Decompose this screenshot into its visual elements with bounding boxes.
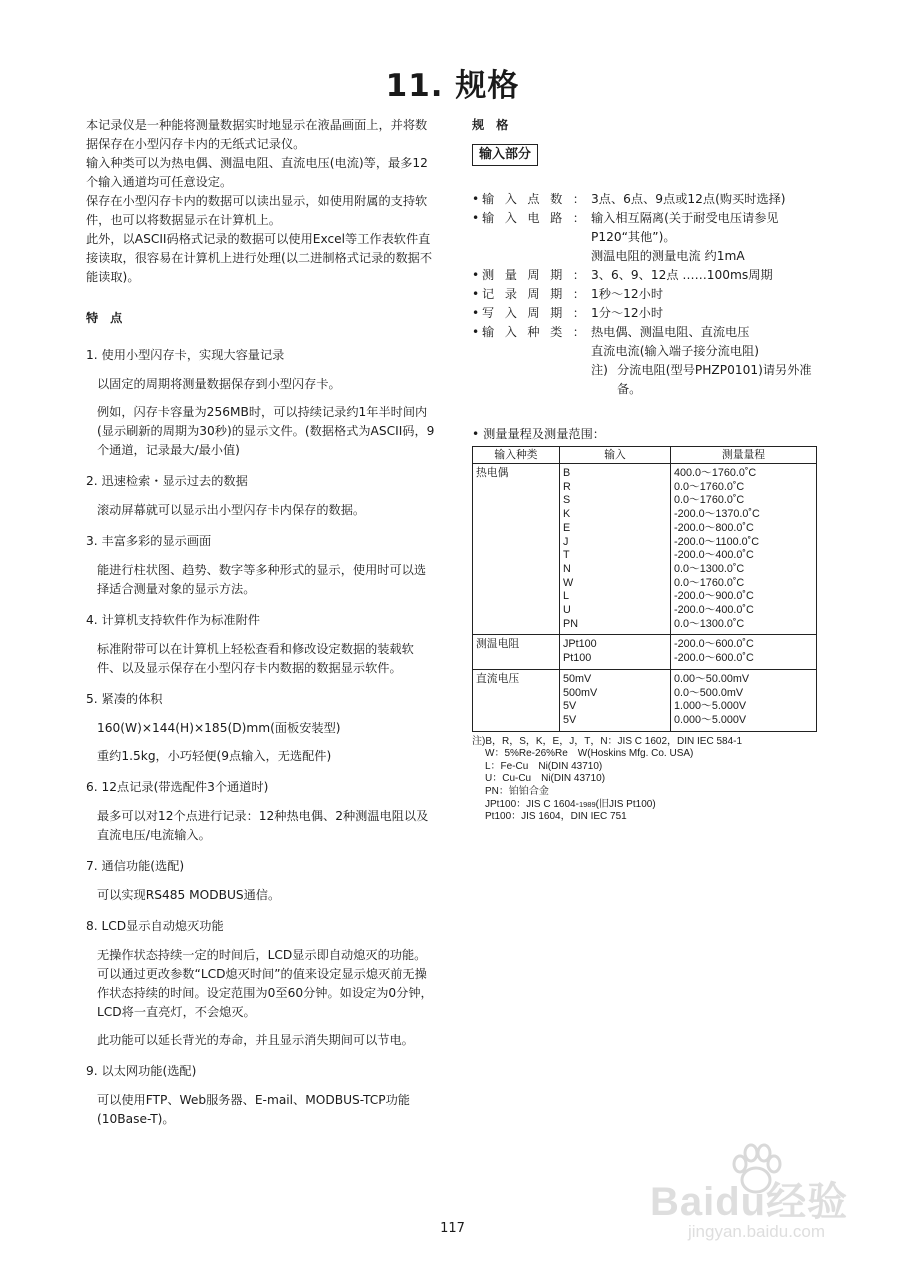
watermark-brand: Baidu经验 xyxy=(650,1180,849,1224)
input-value: L xyxy=(563,590,570,603)
watermark xyxy=(640,1140,880,1250)
feature-title: 8. LCD显示自动熄灭功能 xyxy=(86,919,224,933)
feature-text: 可以使用FTP、Web服务器、E-mail、MODBUS-TCP功能(10Base-T)。 xyxy=(97,1093,410,1126)
table-row xyxy=(473,464,817,635)
right-column xyxy=(472,116,822,824)
page-number: 117 xyxy=(440,1221,465,1236)
range-value: -200.0～400.0˚C xyxy=(674,549,754,562)
input-value: 50mV xyxy=(563,672,592,685)
input-value: E xyxy=(563,521,571,534)
feature-item xyxy=(86,917,438,1050)
spec-label: 记录周期： xyxy=(482,287,585,301)
spec-row: • 输入电路： 输入相互隔离(关于耐受电压请参见P120“其他”)。 测温电阻的测量电流 约1mA xyxy=(472,209,822,266)
range-value: 0.0～1300.0˚C xyxy=(674,562,745,575)
feature-text: 可以实现RS485 MODBUS通信。 xyxy=(97,888,281,902)
feature-text: 标准附带可以在计算机上轻松查看和修改设定数据的装载软件、以及显示保存在小型闪存卡内数据的数据显示软件。 xyxy=(97,642,414,675)
range-cell xyxy=(671,464,817,635)
feature-text: 能进行柱状图、趋势、数字等多种形式的显示，使用时可以选择适合测量对象的显示方法。 xyxy=(97,563,427,596)
input-cell xyxy=(560,669,671,731)
intro-paragraph: 本记录仪是一种能将测量数据实时地显示在液晶画面上，并将数据保存在小型闪存卡内的无纸式记录仪。 xyxy=(86,118,428,151)
feature-title: 3. 丰富多彩的显示画面 xyxy=(86,534,212,548)
input-cell xyxy=(560,464,671,635)
range-value: 0.0～1300.0˚C xyxy=(674,617,745,630)
watermark-url: jingyan.baidu.com xyxy=(688,1222,826,1241)
spec-row: • 写入周期： 1分～12小时 xyxy=(472,304,822,323)
feature-text: 最多可以对12个点进行记录：12种热电偶、2种测温电阻以及直流电压/电流输入。 xyxy=(97,809,429,842)
feature-item xyxy=(86,1062,438,1129)
footnote-line: 注)B，R，S，K，E，J，T，N：JIS C 1602，DIN IEC 584-1 xyxy=(472,735,743,747)
input-value: J xyxy=(563,535,569,548)
spec-label: 写入周期： xyxy=(482,306,585,320)
range-table-title: • 测量量程及测量范围： xyxy=(472,427,605,441)
input-value: N xyxy=(563,562,571,575)
range-value: 400.0～1760.0˚C xyxy=(674,467,757,479)
feature-title: 5. 紧凑的体积 xyxy=(86,692,163,706)
table-row xyxy=(473,635,817,669)
range-value: 0.000～5.000V xyxy=(674,713,747,726)
input-value: T xyxy=(563,549,570,562)
table-row xyxy=(473,669,817,731)
spec-row: • 测量周期： 3、6、9、12点 ……100ms周期 xyxy=(472,266,822,285)
spec-row: • 输入种类： 热电偶、测温电阻、直流电压 直流电流(输入端子接分流电阻) 注) 分流电阻(型号PHZP0101)请另外准备。 xyxy=(472,323,822,399)
footnotes xyxy=(472,736,822,824)
range-value: -200.0～1100.0˚C xyxy=(674,535,760,548)
range-value: 1.000～5.000V xyxy=(674,700,747,713)
footnote-line: Pt100：JIS 1604，DIN IEC 751 xyxy=(485,811,627,823)
feature-text: 此功能可以延长背光的寿命，并且显示消失期间可以节电。 xyxy=(97,1033,414,1047)
spec-row: • 输入点数： 3点、6点、9点或12点(购买时选择) xyxy=(472,190,822,209)
input-value: R xyxy=(563,480,571,493)
footnote-line: L：Fe-Cu Ni(DIN 43710) xyxy=(485,760,603,772)
spec-value: 1秒～12小时 xyxy=(591,287,664,301)
feature-item xyxy=(86,857,438,905)
feature-item xyxy=(86,690,438,766)
left-column xyxy=(86,116,438,1141)
input-value: 5V xyxy=(563,700,577,713)
spec-value: 1分～12小时 xyxy=(591,306,664,320)
feature-title: 7. 通信功能(选配) xyxy=(86,859,185,873)
footnote-line: JPt100：JIS C 1604-1989(旧JIS Pt100) xyxy=(485,798,656,810)
input-value: 5V xyxy=(563,713,577,726)
spec-value: 输入相互隔离(关于耐受电压请参见P120“其他”)。 xyxy=(591,211,779,244)
feature-item xyxy=(86,472,438,520)
feature-item xyxy=(86,346,438,460)
range-value: -200.0～600.0˚C xyxy=(674,652,754,665)
footnote-line: U：Cu-Cu Ni(DIN 43710) xyxy=(485,773,606,785)
footnote-line: W：5%Re-26%Re W(Hoskins Mfg. Co. USA) xyxy=(485,748,694,760)
input-cell xyxy=(560,635,671,669)
range-value: 0.0～1760.0˚C xyxy=(674,480,745,493)
spec-value: 3点、6点、9点或12点(购买时选择) xyxy=(591,192,786,206)
table-header: 测量量程 xyxy=(671,447,817,464)
range-table xyxy=(472,446,817,732)
range-value: 0.00～50.00mV xyxy=(674,672,750,685)
intro-paragraph: 保存在小型闪存卡内的数据可以读出显示，如使用附属的支持软件，也可以将数据显示在计算机上。 xyxy=(86,194,428,227)
spec-label: 输入电路： xyxy=(482,211,585,225)
feature-title: 6. 12点记录(带选配件3个通道时) xyxy=(86,780,269,794)
feature-text: 无操作状态持续一定的时间后，LCD显示即自动熄灭的功能。可以通过更改参数“LCD熄灭时间”的值来设定显示熄灭前无操作状态持续的时间。设定范围为0至60分钟。如设定为0分钟，LCD将一直亮灯，不会熄灭。 xyxy=(97,948,433,1019)
feature-text: 例如，闪存卡容量为256MB时，可以持续记录约1年半时间内(显示刷新的周期为30秒)的显示文件。(数据格式为ASCII码，9个通道，记录最大/最小值) xyxy=(97,405,435,457)
range-value: 0.0～1760.0˚C xyxy=(674,576,745,589)
spec-value: 直流电流(输入端子接分流电阻) xyxy=(591,344,759,358)
spec-list xyxy=(472,190,822,399)
range-value: 0.0～1760.0˚C xyxy=(674,494,745,507)
feature-text: 重约1.5kg，小巧轻便(9点输入，无选配件) xyxy=(97,749,332,763)
range-value: -200.0～600.0˚C xyxy=(674,638,754,651)
input-type-cell: 直流电压 xyxy=(473,669,560,731)
feature-item xyxy=(86,611,438,678)
feature-title: 4. 计算机支持软件作为标准附件 xyxy=(86,613,260,627)
page-title: 11. 规格 xyxy=(385,68,520,104)
input-type-cell: 热电偶 xyxy=(473,464,560,635)
input-value: Pt100 xyxy=(563,652,592,665)
input-type-cell: 测温电阻 xyxy=(473,635,560,669)
intro-text xyxy=(86,116,438,287)
range-value: -200.0～800.0˚C xyxy=(674,521,754,534)
feature-item xyxy=(86,778,438,845)
range-value: -200.0～400.0˚C xyxy=(674,604,754,617)
feature-title: 9. 以太网功能(选配) xyxy=(86,1064,197,1078)
range-value: -200.0～1370.0˚C xyxy=(674,508,760,521)
footnote-line: PN：铂铂合金 xyxy=(485,786,549,798)
input-value: 500mV xyxy=(563,686,598,699)
input-value: K xyxy=(563,508,571,521)
spec-row: • 记录周期： 1秒～12小时 xyxy=(472,285,822,304)
spec-value: 测温电阻的测量电流 约1mA xyxy=(591,249,745,263)
input-value: W xyxy=(563,576,574,589)
spec-label: 测量周期： xyxy=(482,268,585,282)
input-value: PN xyxy=(563,617,578,630)
feature-list xyxy=(86,346,438,1129)
intro-paragraph: 输入种类可以为热电偶、测温电阻、直流电压(电流)等，最多12个输入通道均可任意设定。 xyxy=(86,156,428,189)
range-value: 0.0～500.0mV xyxy=(674,686,744,699)
feature-text: 滚动屏幕就可以显示出小型闪存卡内保存的数据。 xyxy=(97,503,366,517)
spec-label: 输入点数： xyxy=(482,192,585,206)
features-heading: 特点 xyxy=(86,311,135,325)
input-value: S xyxy=(563,494,571,507)
table-header: 输入 xyxy=(560,447,671,464)
spec-label: 输入种类： xyxy=(482,325,585,339)
intro-paragraph: 此外，以ASCII码格式记录的数据可以使用Excel等工作表软件直接读取，很容易在计算机上进行处理(以二进制格式记录的数据不能读取)。 xyxy=(86,232,433,284)
spec-value: 3、6、9、12点 ……100ms周期 xyxy=(591,268,773,282)
range-cell xyxy=(671,635,817,669)
feature-title: 2. 迅速检索・显示过去的数据 xyxy=(86,474,248,488)
input-value: B xyxy=(563,467,571,479)
spec-heading: 规格 xyxy=(472,118,521,132)
range-value: -200.0～900.0˚C xyxy=(674,590,754,603)
spec-note: 注) 分流电阻(型号PHZP0101)请另外准备。 xyxy=(591,363,812,396)
spec-value: 热电偶、测温电阻、直流电压 xyxy=(591,325,750,339)
range-cell xyxy=(671,669,817,731)
feature-text: 160(W)×144(H)×185(D)mm(面板安装型) xyxy=(97,721,341,735)
table-header: 输入种类 xyxy=(473,447,560,464)
input-section-label: 输入部分 xyxy=(472,144,538,166)
range-table-body xyxy=(473,464,817,732)
feature-title: 1. 使用小型闪存卡，实现大容量记录 xyxy=(86,348,285,362)
input-value: JPt100 xyxy=(563,638,597,651)
feature-item xyxy=(86,532,438,599)
feature-text: 以固定的周期将测量数据保存到小型闪存卡。 xyxy=(97,377,341,391)
input-value: U xyxy=(563,604,571,617)
